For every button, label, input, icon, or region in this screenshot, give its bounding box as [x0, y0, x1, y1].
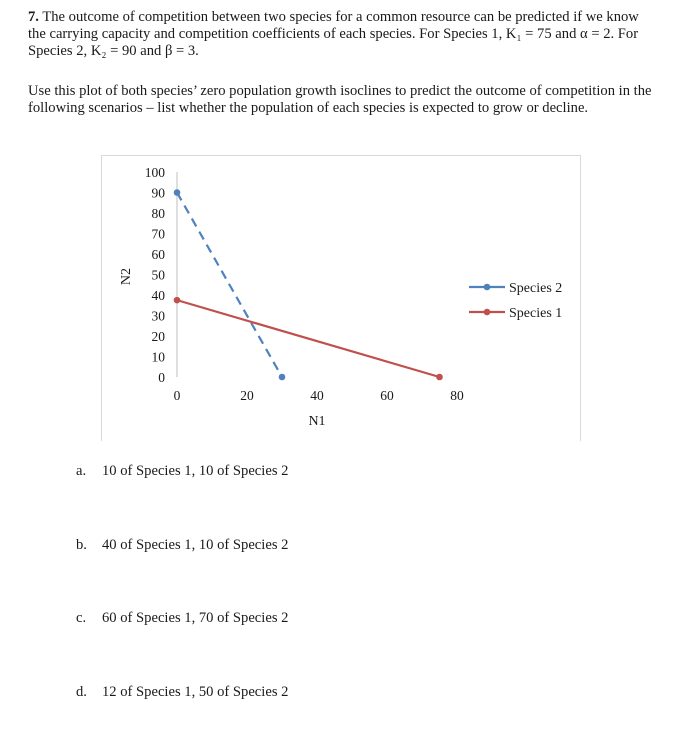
y-tick-label: 90 [151, 185, 165, 201]
y-tick-label: 60 [151, 247, 165, 262]
x-tick-label: 60 [380, 388, 394, 403]
legend-species-1-label: Species 1 [509, 306, 563, 321]
species-1-line [177, 300, 440, 377]
y-tick-label: 100 [144, 165, 165, 180]
species-1-point [174, 297, 181, 304]
y-tick-label: 10 [151, 349, 165, 365]
option-c-label: c. [76, 610, 87, 626]
species-2-point [279, 374, 286, 381]
option-c-text: 60 of Species 1, 70 of Species 2 [102, 610, 289, 626]
y-tick-label: 30 [151, 308, 165, 324]
species-2-line [177, 193, 282, 378]
x-tick-label: 40 [310, 388, 324, 403]
question-intro-text: The outcome of competition between two species for a common resource can be predicted if we know the carrying capacity and competition coefficients of each species. For Species 1, K₁ = 75 and α = 2. For Species 2, K₂ = 90 and β = 3. [28, 9, 639, 59]
option-b-label: b. [76, 537, 87, 553]
option-a-text: 10 of Species 1, 10 of Species 2 [102, 463, 289, 479]
x-tick-label: 0 [173, 388, 181, 403]
chart-svg [102, 156, 582, 442]
x-tick-label: 80 [450, 388, 464, 403]
x-tick-label: 20 [240, 388, 254, 403]
option-a [76, 463, 288, 480]
question-number: 7. [28, 9, 39, 25]
question-intro [28, 9, 658, 60]
y-tick-label: 0 [158, 370, 165, 385]
x-axis-title: N1 [308, 414, 326, 429]
species-2-point [174, 189, 181, 196]
option-c [76, 610, 288, 627]
y-tick-label: 70 [151, 226, 165, 242]
y-tick-label: 20 [151, 329, 165, 344]
legend-species-2-marker [484, 284, 491, 291]
option-a-label: a. [76, 463, 87, 479]
species-1-point [436, 374, 443, 381]
legend-species-2-label: Species 2 [509, 281, 563, 296]
option-d-label: d. [76, 684, 87, 700]
question-instructions: Use this plot of both species’ zero population growth isoclines to predict the outcome of competition in the following scenarios – list whether the population of each species is expected to grow or decline. [28, 83, 652, 116]
y-tick-label: 40 [151, 288, 165, 303]
option-b-text: 40 of Species 1, 10 of Species 2 [102, 537, 289, 553]
y-axis-title: N2 [119, 267, 134, 286]
legend-species-1-marker [484, 309, 491, 316]
option-d [76, 684, 288, 701]
y-tick-label: 80 [151, 206, 165, 221]
y-tick-label: 50 [151, 267, 165, 283]
option-b [76, 537, 288, 554]
isocline-chart [101, 155, 581, 441]
option-d-text: 12 of Species 1, 50 of Species 2 [102, 684, 289, 700]
